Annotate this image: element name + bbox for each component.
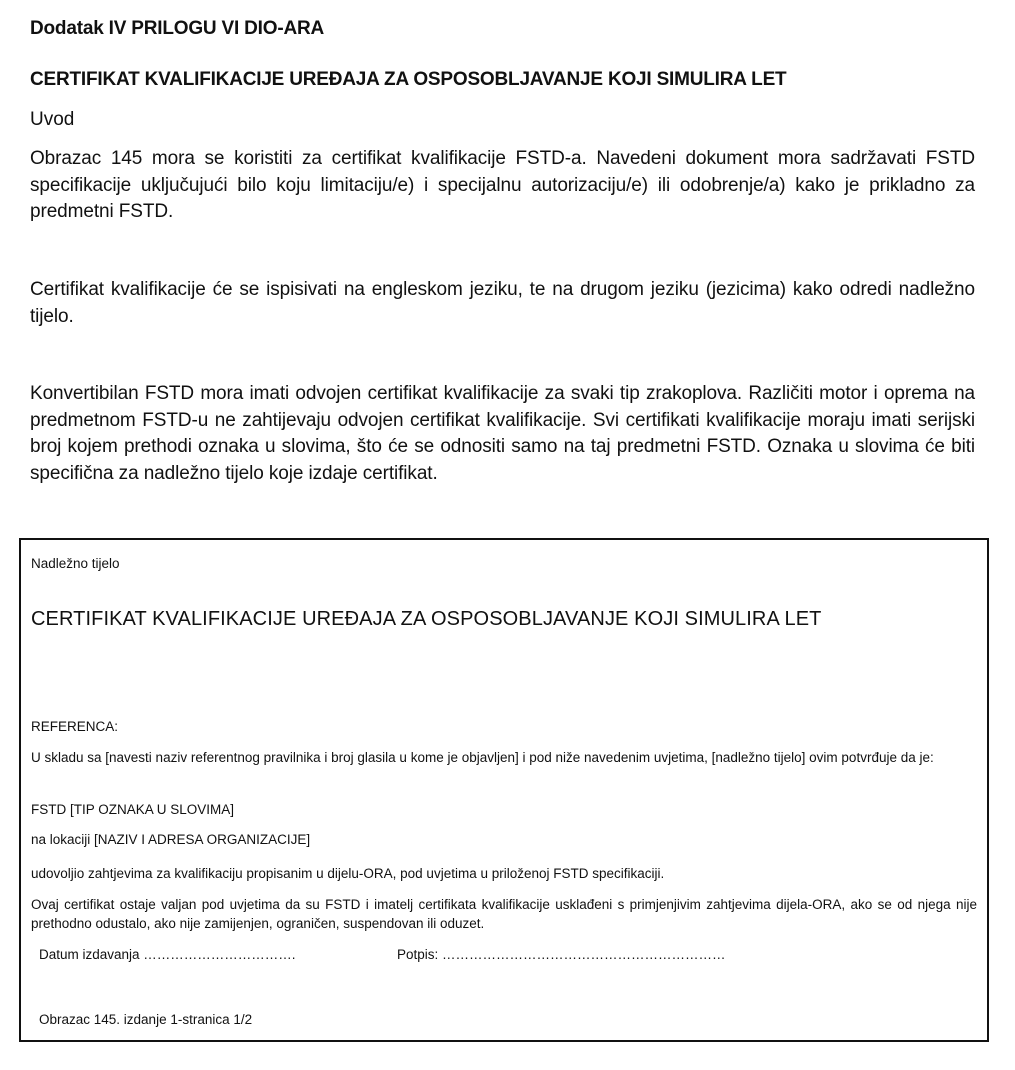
main-title: CERTIFIKAT KVALIFIKACIJE UREĐAJA ZA OSPOSOBLJAVANJE KOJI SIMULIRA LET <box>30 69 787 90</box>
appendix-title: Dodatak IV PRILOGU VI DIO-ARA <box>30 18 325 39</box>
intro-heading: Uvod <box>30 109 75 130</box>
fstd-type-line: FSTD [TIP OZNAKA U SLOVIMA] <box>31 802 235 817</box>
form-footer: Obrazac 145. izdanje 1-stranica 1/2 <box>39 1012 253 1027</box>
certificate-form <box>19 538 989 1042</box>
intro-paragraph-2: Certifikat kvalifikacije će se ispisivati na engleskom jeziku, te na drugom jeziku (jezicima) kako odredi nadležno tijelo. <box>30 279 975 327</box>
signature-line: Potpis: ……………………………………………………… <box>397 947 726 962</box>
intro-paragraph-3: Konvertibilan FSTD mora imati odvojen certifikat kvalifikacije za svaki tip zrakoplova. Različiti motor i oprema na predmetnom FSTD-u ne zahtijevaju odvojen certifikat kvalifikacije. Svi certifikati kvalifikacije moraju imati serijski broj kojem prethodi oznaka u slovima, što će se odnositi samo na taj predmetni FSTD. Oznaka u slovima će biti specifična za nadležno tijelo koje izdaje certifikat. <box>30 383 975 484</box>
reference-label: REFERENCA: <box>31 719 119 734</box>
compliance-statement: U skladu sa [navesti naziv referentnog pravilnika i broj glasila u kome je objavljen] i pod niže navedenim uvjetima, [nadležno tijelo] ovim potvrđuje da je: <box>31 750 934 765</box>
authority-label: Nadležno tijelo <box>31 556 120 571</box>
qualification-statement: udovoljio zahtjevima za kvalifikaciju propisanim u dijelu-ORA, pod uvjetima u priloženoj FSTD specifikaciji. <box>31 866 665 881</box>
location-line: na lokaciji [NAZIV I ADRESA ORGANIZACIJE] <box>31 832 311 847</box>
validity-statement: Ovaj certifikat ostaje valjan pod uvjetima da su FSTD i imatelj certifikata kvalifikacije usklađeni s primjenjivim zahtjevima dijela-ORA, ako se od njega nije prethodno odustalo, ako nije zamijenjen, ograničen, suspendovan ili oduzet. <box>31 897 977 931</box>
issue-date-line: Datum izdavanja ……………………………. <box>39 947 296 962</box>
form-title: CERTIFIKAT KVALIFIKACIJE UREĐAJA ZA OSPOSOBLJAVANJE KOJI SIMULIRA LET <box>31 608 822 630</box>
intro-paragraph-1: Obrazac 145 mora se koristiti za certifikat kvalifikacije FSTD-a. Navedeni dokument mora sadržavati FSTD specifikacije uključujući bilo koju limitaciju/e) i specijalnu autorizaciju/e) ili odobrenje/a) kako je prikladno za predmetni FSTD. <box>30 148 975 222</box>
